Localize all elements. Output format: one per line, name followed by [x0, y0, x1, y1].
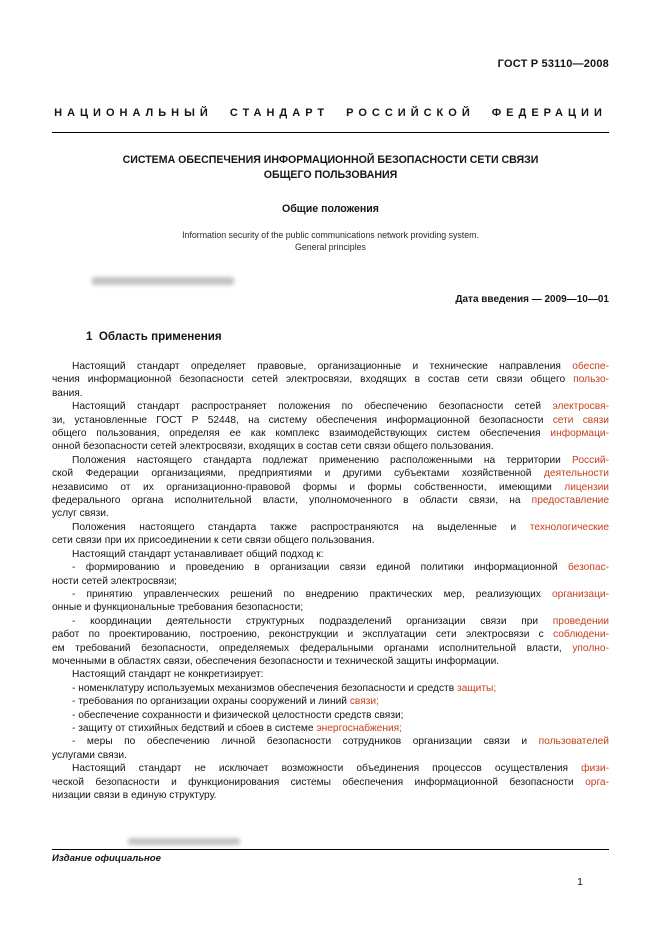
- line-text: - защиту от стихийных бедствий и сбоев в системе: [72, 722, 317, 734]
- line-end-fragment: пользо-: [573, 374, 609, 386]
- line-end-fragment: лицензии: [564, 481, 609, 493]
- line-end-fragment: электросвя-: [552, 401, 609, 413]
- header-rule: [52, 132, 609, 133]
- line-end-fragment: физи-: [581, 763, 609, 775]
- line-text: ческой безопасности и функционирования системы обеспечения информационной безопасности: [52, 776, 586, 788]
- paragraph: [52, 762, 609, 802]
- line-text: Настоящий стандарт распространяет положения по обеспечению безопасности сетей: [72, 401, 553, 413]
- paragraph: [52, 722, 609, 735]
- line-text: - принятию управленческих решений по внедрению практических мер, реализующих: [72, 588, 552, 600]
- doc-number: ГОСТ Р 53110—2008: [497, 58, 609, 70]
- line-end-fragment: обеспе-: [572, 361, 609, 372]
- line-text: услуг связи.: [52, 508, 109, 520]
- text-line: [52, 588, 609, 601]
- doc-subtitle: Общие положения: [282, 203, 379, 215]
- standard-type-heading: НАЦИОНАЛЬНЫЙ СТАНДАРТ РОССИЙСКОЙ ФЕДЕРАЦИИ: [54, 107, 607, 119]
- line-text: - координации деятельности структурных подразделений организации связи при: [72, 615, 553, 627]
- line-text: - формированию и проведению в организации связи единой политики информационной: [72, 562, 568, 574]
- line-text: зи, установленные ГОСТ Р 52448, на систему обеспечения информационной безопасности: [52, 414, 553, 426]
- line-end-fragment: предоставление: [531, 495, 609, 507]
- text-line: [52, 789, 609, 802]
- line-text: общего пользования, определяя ее как комплекс взаимодействующих систем обеспечения: [52, 428, 551, 440]
- line-end-fragment: безопас-: [567, 562, 609, 574]
- doc-title-line-1: СИСТЕМА ОБЕСПЕЧЕНИЯ ИНФОРМАЦИОННОЙ БЕЗОПАСНОСТИ СЕТИ СВЯЗИ: [122, 154, 539, 166]
- line-text: - обеспечение сохранности и физической целостности средств связи;: [72, 709, 404, 721]
- text-line: [52, 749, 609, 762]
- paragraph: [52, 454, 609, 521]
- doc-title-english-line-1: Information security of the public communications network providing system.: [182, 230, 479, 240]
- text-line: [52, 414, 609, 427]
- line-end-fragment: орга-: [585, 776, 609, 788]
- line-end-fragment: информаци-: [550, 428, 609, 440]
- paragraph: [52, 561, 609, 588]
- line-text: онные и функциональные требования безопасности;: [52, 602, 304, 614]
- line-text: ской Федерации организациями, предприятиями и другими субъектами хозяйственной: [52, 468, 544, 480]
- line-text: Настоящий стандарт не исключает возможности объединения процессов осуществления: [72, 763, 582, 775]
- footer-rule: [52, 849, 609, 850]
- doc-title-english-line-2: General principles: [295, 241, 366, 252]
- text-line: [52, 776, 609, 789]
- line-text: Настоящий стандарт определяет правовые, организационные и технические направления: [72, 361, 573, 372]
- line-text: моченными в областях связи, обеспечения безопасности и технической защиты информации.: [52, 655, 500, 667]
- line-end-fragment: организаци-: [551, 588, 609, 600]
- text-line: [52, 387, 609, 400]
- line-end-fragment: сети связи: [552, 414, 609, 426]
- line-text: - требования по организации охраны сооружений и линий: [72, 696, 350, 708]
- text-line: [52, 548, 609, 561]
- paragraph: [52, 615, 609, 669]
- line-end-fragment: соблюдени-: [553, 629, 609, 641]
- text-line: [52, 735, 609, 748]
- text-line: [52, 467, 609, 480]
- line-end-fragment: уполно-: [572, 642, 609, 654]
- line-text: Настоящий стандарт не конкретизирует:: [72, 669, 264, 681]
- line-text: сети связи при их присоединении к сети связи общего пользования.: [52, 535, 375, 547]
- line-text: ем требований безопасности, определяемых федеральными органами исполнительной власти,: [52, 642, 573, 654]
- line-text: онной безопасности сетей электросвязи, входящих в состав сети связи общего пользования.: [52, 441, 494, 453]
- text-line: [52, 373, 609, 386]
- line-text: Настоящий стандарт устанавливает общий подход к:: [72, 548, 324, 560]
- doc-title-english: [52, 230, 609, 253]
- text-line: [52, 360, 609, 373]
- text-line: [52, 642, 609, 655]
- line-end-fragment: Россий-: [572, 454, 609, 466]
- line-text: чения информационной безопасности сетей электросвязи, входящих в состав сети связи общего: [52, 374, 574, 386]
- text-line: [52, 440, 609, 453]
- line-text: - номенклатуру используемых механизмов обеспечения безопасности и средств: [72, 682, 457, 694]
- text-line: [52, 494, 609, 507]
- text-line: [52, 668, 609, 681]
- paragraph: [52, 588, 609, 615]
- text-line: [52, 762, 609, 775]
- line-end-fragment: деятельности: [544, 468, 609, 480]
- line-end-fragment: связи;: [349, 696, 379, 708]
- paragraph: [52, 695, 609, 708]
- paragraph: [52, 360, 609, 400]
- text-line: [52, 615, 609, 628]
- paragraph: [52, 682, 609, 695]
- text-line: [52, 628, 609, 641]
- redacted-smudge-top: [92, 277, 234, 285]
- text-line: [52, 575, 609, 588]
- text-line: [52, 481, 609, 494]
- text-line: [52, 709, 609, 722]
- text-line: [52, 427, 609, 440]
- line-text: вания.: [52, 387, 83, 399]
- text-line: [52, 695, 609, 708]
- line-text: работ по проектированию, построению, реконструкции и эксплуатации сети электросвязи с: [52, 629, 554, 641]
- page-number: 1: [577, 876, 583, 888]
- line-text: Положения настоящего стандарта также распространяются на выделенные и: [72, 521, 530, 533]
- text-line: [52, 534, 609, 547]
- text-line: [52, 655, 609, 668]
- paragraph: [52, 735, 609, 762]
- paragraph: [52, 400, 609, 454]
- official-edition-note: Издание официальное: [52, 853, 161, 864]
- line-end-fragment: проведении: [552, 615, 609, 627]
- text-line: [52, 400, 609, 413]
- redacted-smudge-bottom: [128, 838, 240, 845]
- text-line: [52, 682, 609, 695]
- line-text: Положения настоящего стандарта подлежат применению расположенными на территории: [72, 454, 573, 466]
- line-text: - меры по обеспечению личной безопасности сотрудников организации связи и: [72, 736, 539, 748]
- line-end-fragment: энергоснабжения;: [316, 722, 403, 734]
- text-line: [52, 507, 609, 520]
- line-end-fragment: пользователей: [538, 736, 609, 748]
- paragraph: [52, 548, 609, 561]
- line-text: федерального органа исполнительной власти, уполномоченного в области связи, на: [52, 495, 532, 507]
- line-text: независимо от их организационно-правовой формы и формы собственности, имеющими: [52, 481, 565, 493]
- paragraph: [52, 521, 609, 548]
- text-line: [52, 561, 609, 574]
- text-line: [52, 454, 609, 467]
- text-line: [52, 521, 609, 534]
- line-end-fragment: технологические: [529, 521, 609, 533]
- line-text: низации связи в единую структуру.: [52, 790, 217, 801]
- section-body: [52, 360, 609, 802]
- line-text: услугами связи.: [52, 749, 127, 761]
- line-text: ности сетей электросвязи;: [52, 575, 177, 587]
- line-end-fragment: защиты;: [456, 682, 497, 694]
- paragraph: [52, 709, 609, 722]
- text-line: [52, 722, 609, 735]
- doc-title-line-2: ОБЩЕГО ПОЛЬЗОВАНИЯ: [263, 169, 398, 181]
- effective-date: Дата введения — 2009—10—01: [455, 294, 609, 305]
- paragraph: [52, 668, 609, 681]
- page-footer: [52, 838, 609, 888]
- doc-title: [52, 153, 609, 183]
- section-heading: 1 Область применения: [86, 330, 222, 343]
- text-line: [52, 601, 609, 614]
